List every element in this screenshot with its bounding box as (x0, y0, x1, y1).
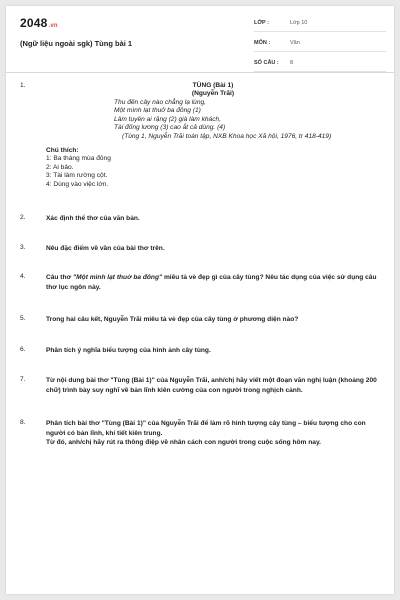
question-1 (20, 82, 380, 210)
poem-author: (Nguyễn Trãi) (191, 90, 235, 97)
question-number: 8. (20, 419, 26, 426)
question-number: 1. (20, 82, 26, 89)
question-text (46, 419, 380, 448)
meta-question-count: SỐ CÂU : 8 (254, 57, 386, 72)
question-text: Phân tích ý nghĩa biểu tượng của hình ảnh cây tùng. (46, 347, 211, 354)
question-text: Trong hai câu kết, Nguyễn Trãi miêu tả vẻ đẹp của cây tùng ở phương diện nào? (46, 316, 299, 323)
poem-line: Tài đống lương (3) cao ắt cả dùng. (4) (114, 124, 226, 132)
question-4 (20, 273, 380, 315)
question-line: Phân tích bài thơ "Tùng (Bài 1)" của Nguyễn Trãi để làm rõ hình tượng cây tùng – biểu tượng cho con người có bản lĩnh, khí tiết kiên trung. (46, 420, 366, 437)
question-number: 2. (20, 214, 26, 221)
question-text: Xác định thể thơ của văn bản. (46, 215, 140, 222)
question-2 (20, 214, 380, 244)
header-divider (6, 72, 394, 73)
poem-source: (Tùng 1, Nguyễn Trãi toàn tập, NXB Khoa học Xã hội, 1976, tr 418-419) (122, 132, 332, 140)
worksheet-page (6, 6, 394, 594)
document-title: (Ngữ liệu ngoài sgk) Tùng bài 1 (20, 39, 133, 48)
meta-info (254, 17, 386, 77)
question-text: Câu thơ "Một mình lạt thuở ba đông" miêu tả vẻ đẹp gì của cây tùng? Nêu tác dụng của việc sử dụng câu thơ lục ngôn này. (46, 274, 377, 291)
question-text: Từ nội dung bài thơ "Tùng (Bài 1)" của Nguyễn Trãi, anh/chị hãy viết một đoạn văn nghị luận (khoảng 200 chữ) trình bày suy nghĩ về bản lĩnh kiên cường của con người trong nghịch cảnh. (46, 377, 377, 394)
question-3 (20, 244, 380, 273)
poem-title: TÙNG (Bài 1) (192, 82, 234, 89)
note-item: 1: Ba tháng mùa đông (46, 155, 111, 163)
question-number: 4. (20, 273, 26, 280)
question-number: 3. (20, 244, 26, 251)
note-item: 4: Dùng vào việc lớn. (46, 180, 109, 188)
meta-class: LỚP : Lớp 10 (254, 17, 386, 32)
poem-line: Một mình lạt thuở ba đông (1) (114, 107, 201, 115)
question-6 (20, 346, 380, 376)
worksheet-header (6, 6, 394, 66)
note-item: 2: Ai bảo. (46, 163, 74, 171)
poem-notes (46, 147, 380, 189)
question-number: 5. (20, 315, 26, 322)
poem-line: Lâm tuyền ai rặng (2) già làm khách, (114, 115, 222, 123)
question-number: 7. (20, 376, 26, 383)
meta-subject: MÔN : Văn (254, 37, 386, 52)
question-list (20, 82, 380, 448)
question-line: Từ đó, anh/chị hãy rút ra thông điệp về nhân cách con người trong cuộc sống hôm nay. (46, 439, 321, 447)
site-logo[interactable]: 2048.vn (20, 16, 58, 30)
quoted-verse: "Một mình lạt thuở ba đông" (73, 274, 163, 281)
note-item: 3: Tài làm rường cột. (46, 172, 108, 180)
notes-title: Chú thích: (46, 147, 79, 155)
question-7 (20, 376, 380, 419)
poem-body (46, 99, 380, 141)
poem-line: Thu đến cây nào chẳng lạ lùng, (114, 99, 207, 106)
question-text: Nêu đặc điểm về vần của bài thơ trên. (46, 245, 165, 252)
question-number: 6. (20, 346, 26, 353)
question-5 (20, 315, 380, 346)
question-8 (20, 419, 380, 448)
